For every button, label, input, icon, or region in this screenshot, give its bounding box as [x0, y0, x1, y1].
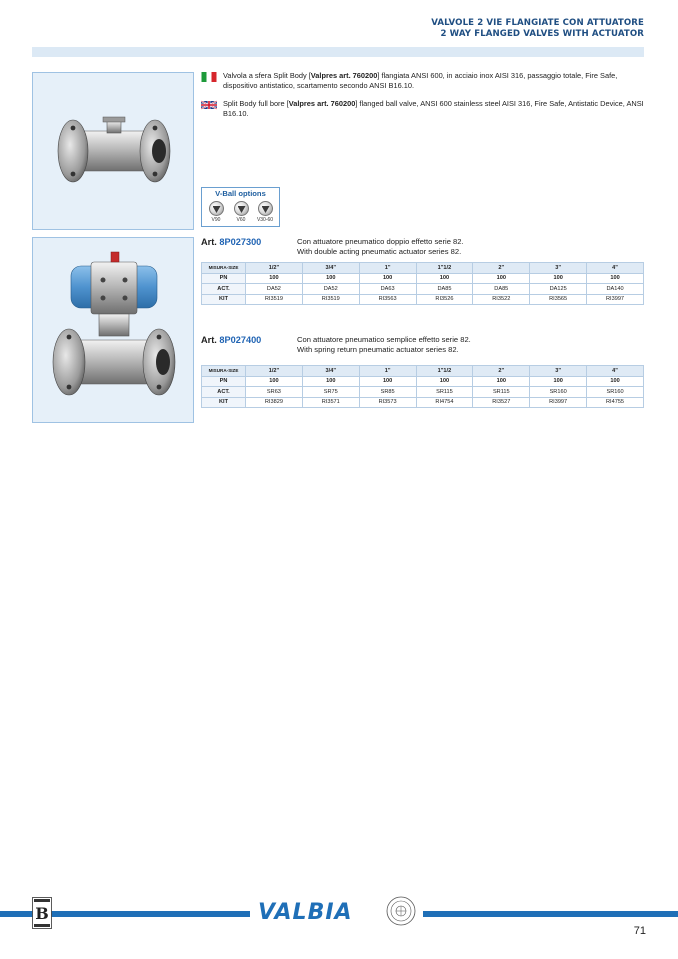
header-title-en: 2 WAY FLANGED VALVES WITH ACTUATOR	[440, 29, 644, 39]
certification-seal-icon	[386, 896, 416, 926]
article-prefix: Art.	[201, 237, 217, 247]
article-description-en: With double acting pneumatic actuator series 82.	[297, 246, 462, 256]
article-description-it: Con attuatore pneumatico doppio effetto serie 82.	[297, 237, 464, 246]
table-cell: 100	[587, 273, 644, 284]
article-title	[201, 237, 261, 247]
table-row-pn	[202, 273, 644, 284]
table-cell: 100	[587, 376, 644, 387]
actuated-valve-illustration	[33, 238, 195, 424]
table-cell: RI3526	[416, 294, 473, 305]
table-cell: RI3573	[359, 397, 416, 408]
table-cell: 100	[416, 273, 473, 284]
table-cell: SR160	[587, 387, 644, 398]
table-cell: 100	[473, 376, 530, 387]
table-cell: 2"	[473, 263, 530, 274]
vball-options-title: V-Ball options	[215, 189, 266, 198]
table-cell: 3"	[530, 366, 587, 377]
table-cell: 3/4"	[302, 366, 359, 377]
row-label: KIT	[202, 294, 246, 305]
table-cell: 100	[302, 376, 359, 387]
table-cell: 1"	[359, 366, 416, 377]
article-description-it: Con attuatore pneumatico semplice effetto serie 82.	[297, 335, 471, 344]
row-label: KIT	[202, 397, 246, 408]
table-row-size	[202, 366, 644, 377]
flanged-valve-illustration	[33, 73, 195, 231]
table-cell: 1"1/2	[416, 366, 473, 377]
table-row-kit	[202, 397, 644, 408]
table-cell: 100	[473, 273, 530, 284]
table-cell: 100	[530, 376, 587, 387]
brand-logo: VALBIA	[258, 900, 353, 925]
table-cell: RI3997	[587, 294, 644, 305]
table-cell: RI3829	[246, 397, 303, 408]
uk-flag-icon	[201, 100, 217, 110]
italy-flag-icon	[201, 72, 217, 82]
vball-option-label: V30-60	[256, 217, 274, 223]
description-english	[201, 99, 646, 118]
article-description	[297, 335, 471, 354]
row-label: ACT.	[202, 284, 246, 295]
vball-v30-60-icon	[258, 201, 273, 216]
article-code: 8P027300	[219, 237, 262, 247]
table-cell: DA63	[359, 284, 416, 295]
description-english-text: Split Body full bore [Valpres art. 760200] flanged ball valve, ANSI 600 stainless steel AISI 316, Fire Safe, Antistatic Device, ANSI B16.10.	[223, 99, 644, 118]
footer-bar-right	[423, 911, 678, 917]
row-label: MISURA-SIZE	[202, 263, 246, 274]
table-cell: 4"	[587, 263, 644, 274]
vball-option	[255, 201, 275, 223]
table-cell: RI4754	[416, 397, 473, 408]
spec-table	[201, 262, 644, 305]
table-cell: RI4755	[587, 397, 644, 408]
table-cell: DA140	[587, 284, 644, 295]
table-cell: 100	[246, 376, 303, 387]
page-header	[431, 18, 644, 40]
header-band	[32, 47, 644, 57]
table-cell: DA52	[302, 284, 359, 295]
header-title-it: VALVOLE 2 VIE FLANGIATE CON ATTUATORE	[431, 18, 644, 28]
table-row-pn	[202, 376, 644, 387]
table-cell: 100	[359, 273, 416, 284]
table-cell: RI3519	[246, 294, 303, 305]
table-cell: RI3519	[302, 294, 359, 305]
table-cell: SR115	[473, 387, 530, 398]
table-cell: 100	[359, 376, 416, 387]
row-label: PN	[202, 376, 246, 387]
table-cell: RI3522	[473, 294, 530, 305]
group-logo-icon	[32, 897, 52, 929]
article-title	[201, 335, 261, 345]
table-cell: RI3527	[473, 397, 530, 408]
table-cell: RI3997	[530, 397, 587, 408]
vball-v60-icon	[234, 201, 249, 216]
actuated-valve-photo	[32, 237, 194, 423]
vball-option-label: V90	[211, 217, 221, 223]
row-label: ACT.	[202, 387, 246, 398]
table-cell: 1"1/2	[416, 263, 473, 274]
vball-option-label: V60	[236, 217, 246, 223]
row-label: MISURA-SIZE	[202, 366, 246, 377]
table-cell: 1/2"	[246, 263, 303, 274]
table-row-act	[202, 284, 644, 295]
spec-table	[201, 365, 644, 408]
vball-v90-icon	[209, 201, 224, 216]
table-cell: 3/4"	[302, 263, 359, 274]
table-cell: 100	[416, 376, 473, 387]
table-cell: SR115	[416, 387, 473, 398]
article-code: 8P027400	[219, 335, 262, 345]
article-description-en: With spring return pneumatic actuator series 82.	[297, 344, 459, 354]
table-cell: SR85	[359, 387, 416, 398]
article-prefix: Art.	[201, 335, 217, 345]
article-description	[297, 237, 464, 256]
vball-option	[231, 201, 251, 223]
table-cell: 100	[530, 273, 587, 284]
description-italian	[201, 71, 646, 90]
table-cell: 100	[246, 273, 303, 284]
table-cell: 4"	[587, 366, 644, 377]
table-cell: SR63	[246, 387, 303, 398]
row-label: PN	[202, 273, 246, 284]
table-cell: 3"	[530, 263, 587, 274]
vball-options-box	[201, 187, 280, 227]
table-cell: 1"	[359, 263, 416, 274]
table-cell: SR160	[530, 387, 587, 398]
table-row-kit	[202, 294, 644, 305]
vball-option	[206, 201, 226, 223]
table-cell: 100	[302, 273, 359, 284]
table-cell: 1/2"	[246, 366, 303, 377]
table-cell: RI3571	[302, 397, 359, 408]
table-cell: DA85	[416, 284, 473, 295]
table-cell: SR75	[302, 387, 359, 398]
table-cell: RI3565	[530, 294, 587, 305]
valve-photo	[32, 72, 194, 230]
description-italian-text: Valvola a sfera Split Body [Valpres art. 760200] flangiata ANSI 600, in acciaio inox AISI 316, passaggio totale, Fire Safe, dispositivo antistatico, scartamento secondo ANSI B16.10.	[223, 71, 618, 90]
table-row-size	[202, 263, 644, 274]
svg-text:B: B	[35, 904, 49, 923]
table-cell: 2"	[473, 366, 530, 377]
table-cell: DA85	[473, 284, 530, 295]
table-row-act	[202, 387, 644, 398]
page-number: 71	[633, 925, 646, 937]
table-cell: DA52	[246, 284, 303, 295]
table-cell: RI3563	[359, 294, 416, 305]
table-cell: DA125	[530, 284, 587, 295]
